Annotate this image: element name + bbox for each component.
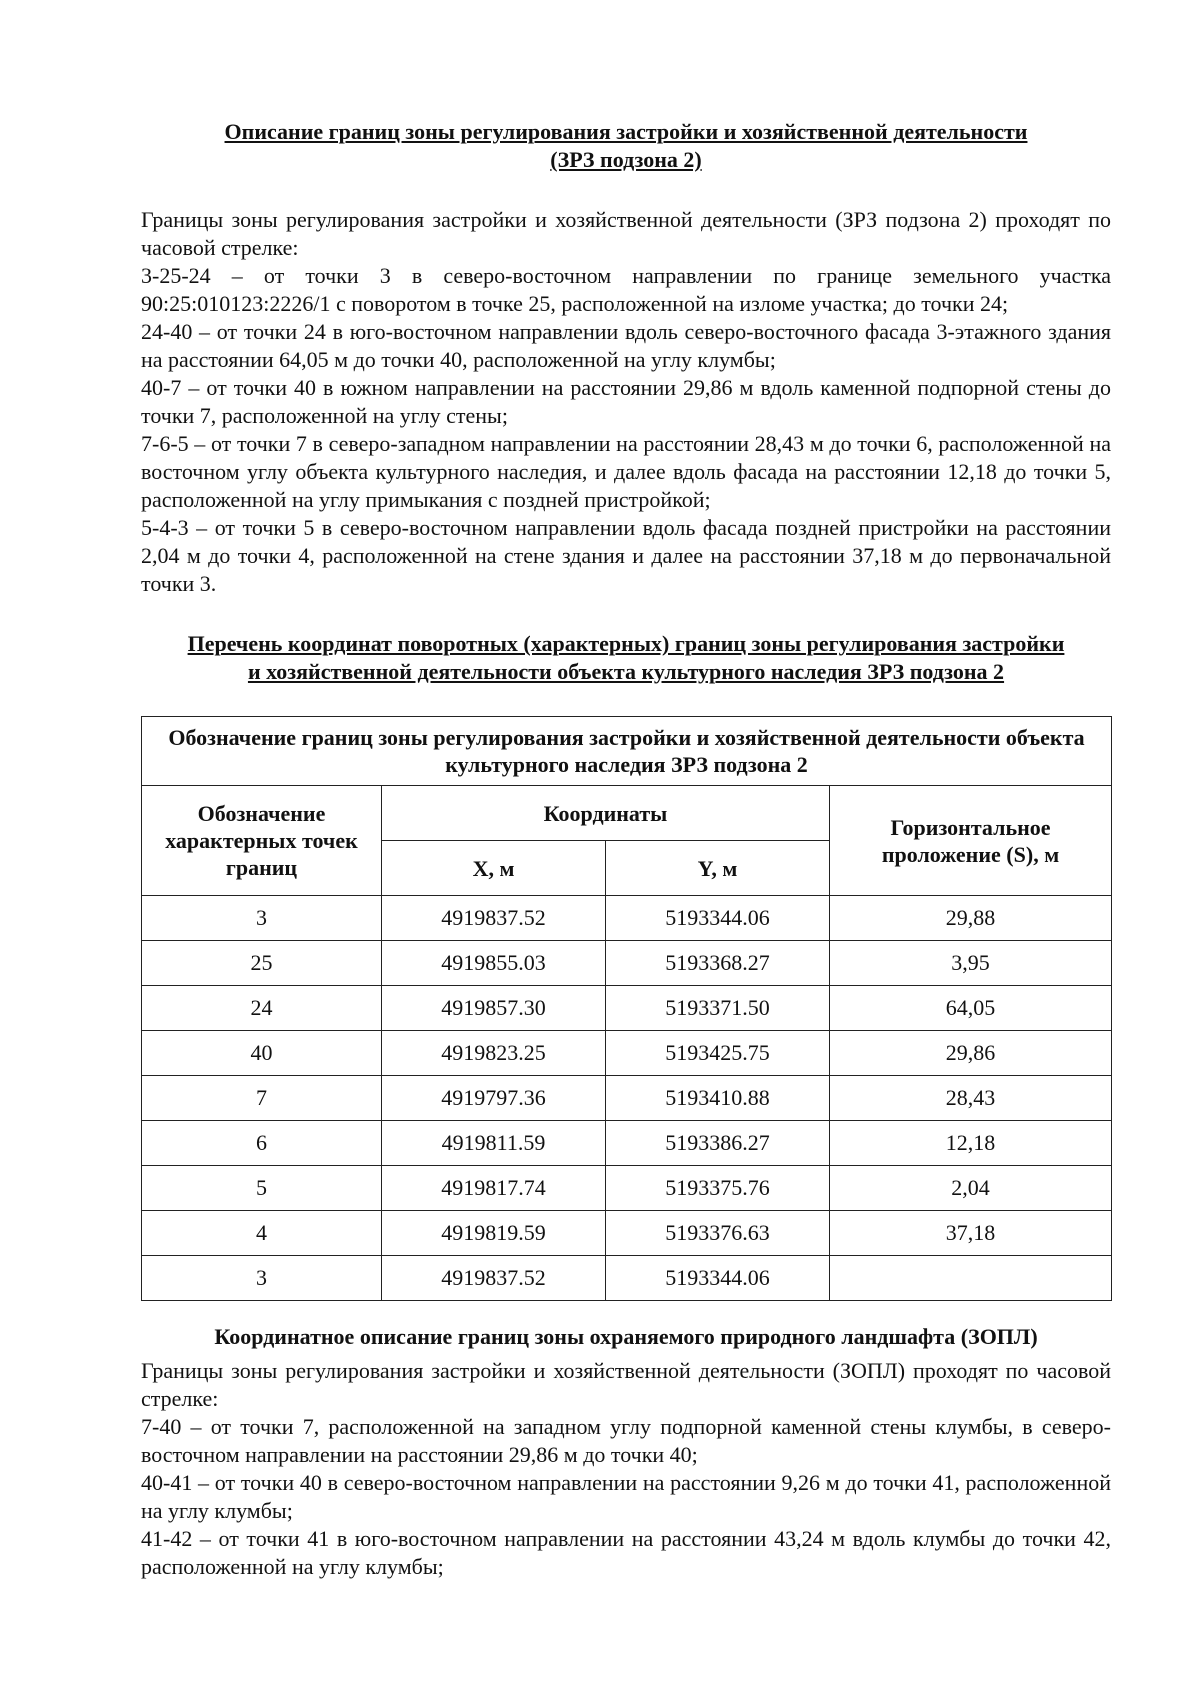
cell-point: 7: [142, 1076, 382, 1121]
cell-x: 4919819.59: [382, 1211, 606, 1256]
cell-y: 5193410.88: [606, 1076, 830, 1121]
paragraph: 7-40 – от точки 7, расположенной на западном углу подпорной каменной стены клумбы, в северо-восточном направлении на расстоянии 29,86 м до точки 40;: [141, 1414, 1111, 1467]
column-header-x: X, м: [382, 841, 606, 896]
cell-x: 4919837.52: [382, 896, 606, 941]
cell-x: 4919857.30: [382, 986, 606, 1031]
column-header-coordinates: Координаты: [382, 786, 830, 841]
cell-x: 4919855.03: [382, 941, 606, 986]
paragraph: 3-25-24 – от точки 3 в северо-восточном направлении по границе земельного участка 90:25:010123:2226/1 с поворотом в точке 25, расположенной на изломе участка; до точки 24;: [141, 263, 1111, 316]
table-row: [142, 1121, 1112, 1166]
paragraph: 41-42 – от точки 41 в юго-восточном направлении на расстоянии 43,24 м вдоль клумбы до точки 42, расположенной на углу клумбы;: [141, 1526, 1111, 1579]
table-row: [142, 1211, 1112, 1256]
cell-x: 4919837.52: [382, 1256, 606, 1301]
column-header-point: Обозначение характерных точек границ: [142, 786, 382, 896]
table-caption: Обозначение границ зоны регулирования застройки и хозяйственной деятельности объекта культурного наследия ЗРЗ подзона 2: [142, 717, 1112, 786]
column-header-distance: Горизонтальное проложение (S), м: [830, 786, 1112, 896]
paragraph: Границы зоны регулирования застройки и хозяйственной деятельности (ЗОПЛ) проходят по часовой стрелке:: [141, 1358, 1111, 1411]
cell-y: 5193344.06: [606, 1256, 830, 1301]
table-row: [142, 896, 1112, 941]
section2-title-line: Перечень координат поворотных (характерных) границ зоны регулирования застройки: [187, 631, 1065, 656]
section1-title-line: (ЗРЗ подзона 2): [550, 147, 702, 172]
section3-title: Координатное описание границ зоны охраняемого природного ландшафта (ЗОПЛ): [214, 1324, 1038, 1349]
cell-point: 3: [142, 896, 382, 941]
section2-title-line: и хозяйственной деятельности объекта культурного наследия ЗРЗ подзона 2: [247, 659, 1005, 684]
cell-distance: 28,43: [830, 1076, 1112, 1121]
cell-point: 24: [142, 986, 382, 1031]
paragraph: 40-7 – от точки 40 в южном направлении на расстоянии 29,86 м вдоль каменной подпорной стены до точки 7, расположенной на углу стены;: [141, 375, 1111, 428]
table-row: [142, 1076, 1112, 1121]
table-row: [142, 1256, 1112, 1301]
cell-point: 25: [142, 941, 382, 986]
cell-distance: 3,95: [830, 941, 1112, 986]
cell-distance: 29,88: [830, 896, 1112, 941]
paragraph: 40-41 – от точки 40 в северо-восточном направлении на расстоянии 9,26 м до точки 41, расположенной на углу клумбы;: [141, 1470, 1111, 1523]
cell-y: 5193368.27: [606, 941, 830, 986]
cell-distance: 29,86: [830, 1031, 1112, 1076]
cell-point: 3: [142, 1256, 382, 1301]
table-row: [142, 986, 1112, 1031]
cell-distance: 64,05: [830, 986, 1112, 1031]
cell-y: 5193425.75: [606, 1031, 830, 1076]
paragraph: 7-6-5 – от точки 7 в северо-западном направлении на расстоянии 28,43 м до точки 6, расположенной на восточном углу объекта культурного наследия, и далее вдоль фасада на расстоянии 12,18 до точки 5, расположенной на углу примыкания с поздней пристройкой;: [141, 431, 1111, 512]
table-body: [142, 896, 1112, 1301]
section1-title: [141, 118, 1111, 174]
cell-distance: [830, 1256, 1112, 1301]
cell-point: 5: [142, 1166, 382, 1211]
cell-point: 4: [142, 1211, 382, 1256]
cell-x: 4919797.36: [382, 1076, 606, 1121]
cell-y: 5193386.27: [606, 1121, 830, 1166]
cell-point: 6: [142, 1121, 382, 1166]
cell-y: 5193371.50: [606, 986, 830, 1031]
section1-title-line: Описание границ зоны регулирования застройки и хозяйственной деятельности: [224, 119, 1028, 144]
cell-distance: 37,18: [830, 1211, 1112, 1256]
cell-point: 40: [142, 1031, 382, 1076]
cell-x: 4919823.25: [382, 1031, 606, 1076]
cell-distance: 12,18: [830, 1121, 1112, 1166]
paragraph: Границы зоны регулирования застройки и хозяйственной деятельности (ЗРЗ подзона 2) проходят по часовой стрелке:: [141, 207, 1111, 260]
section1-body: [141, 206, 1111, 598]
column-header-y: Y, м: [606, 841, 830, 896]
cell-x: 4919811.59: [382, 1121, 606, 1166]
paragraph: 24-40 – от точки 24 в юго-восточном направлении вдоль северо-восточного фасада 3-этажного здания на расстоянии 64,05 м до точки 40, расположенной на углу клумбы;: [141, 319, 1111, 372]
coordinates-table: [141, 716, 1112, 1301]
cell-y: 5193344.06: [606, 896, 830, 941]
section3-body: [141, 1357, 1111, 1581]
table-row: [142, 941, 1112, 986]
paragraph: 5-4-3 – от точки 5 в северо-восточном направлении вдоль фасада поздней пристройки на расстоянии 2,04 м до точки 4, расположенной на стене здания и далее на расстоянии 37,18 м до первоначальной точки 3.: [141, 515, 1111, 596]
cell-y: 5193375.76: [606, 1166, 830, 1211]
cell-y: 5193376.63: [606, 1211, 830, 1256]
section2-title: [141, 630, 1111, 686]
cell-x: 4919817.74: [382, 1166, 606, 1211]
table-row: [142, 1166, 1112, 1211]
document-page: [141, 118, 1111, 1581]
table-row: [142, 1031, 1112, 1076]
cell-distance: 2,04: [830, 1166, 1112, 1211]
